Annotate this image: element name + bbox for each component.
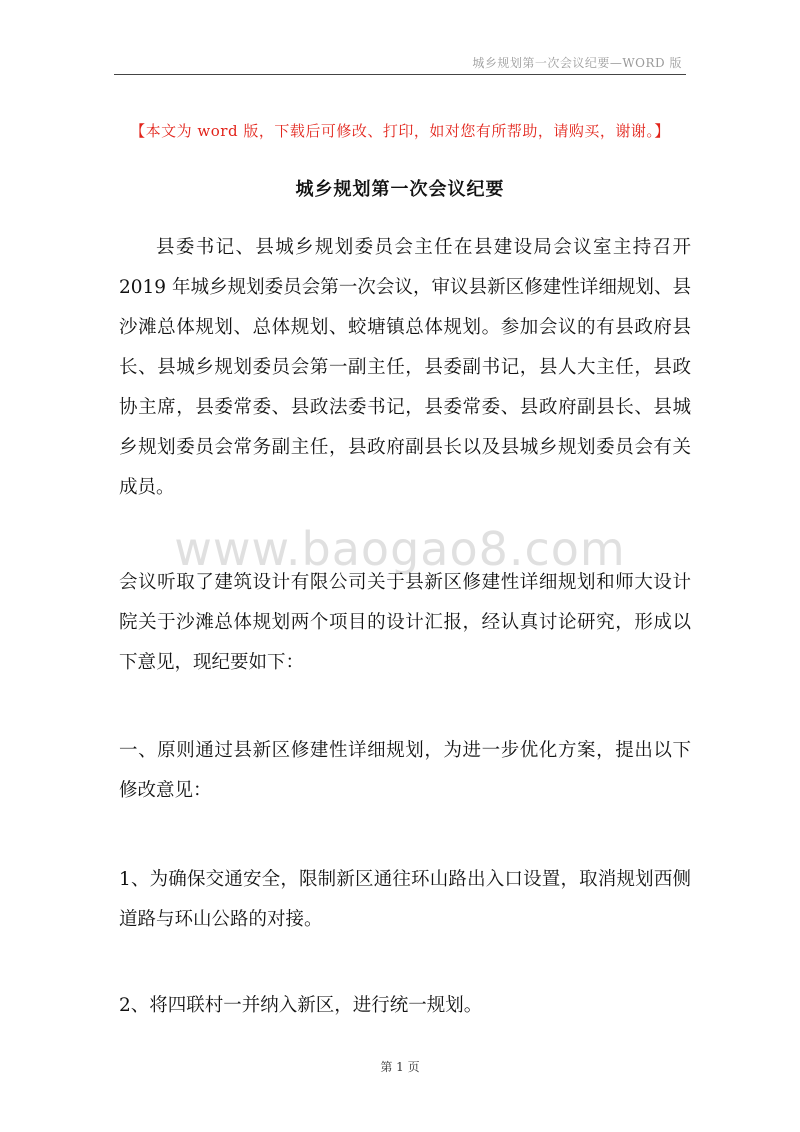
document-title: 城乡规划第一次会议纪要 — [295, 179, 505, 200]
paragraph-item-2: 2、将四联村一并纳入新区，进行统一规划。 — [119, 995, 483, 1016]
paragraph-item-1: 1、为确保交通安全，限制新区通往环山路出入口设置，取消规划西侧道路与环山公路的对接。 — [119, 869, 691, 930]
paragraph-section-one: 一、原则通过县新区修建性详细规划，为进一步优化方案，提出以下修改意见： — [119, 740, 691, 801]
purchase-notice: 【本文为 word 版，下载后可修改、打印，如对您有所帮助，请购买，谢谢。】 — [130, 122, 670, 140]
running-header: 城乡规划第一次会议纪要—WORD 版 — [472, 56, 682, 70]
page-number: 第 1 页 — [380, 1060, 420, 1074]
paragraph-report-summary: 会议听取了建筑设计有限公司关于县新区修建性详细规划和师大设计院关于沙滩总体规划两个项目的设计汇报，经认真讨论研究，形成以下意见，现纪要如下： — [119, 572, 691, 673]
watermark: www.baogao8.com — [174, 522, 626, 576]
paragraph-meeting-intro: 县委书记、县城乡规划委员会主任在县建设局会议室主持召开 2019 年城乡规划委员会第一次会议，审议县新区修建性详细规划、县沙滩总体规划、总体规划、蛟塘镇总体规划。参加会议的有县政府县长、县城乡规划委员会第一副主任，县委副书记，县人大主任，县政协主席，县委常委、县政法委书记，县委常委、县政府副县长、县城乡规划委员会常务副主任，县政府副县长以及县城乡规划委员会有关成员。 — [119, 237, 691, 498]
header-divider — [114, 74, 686, 75]
